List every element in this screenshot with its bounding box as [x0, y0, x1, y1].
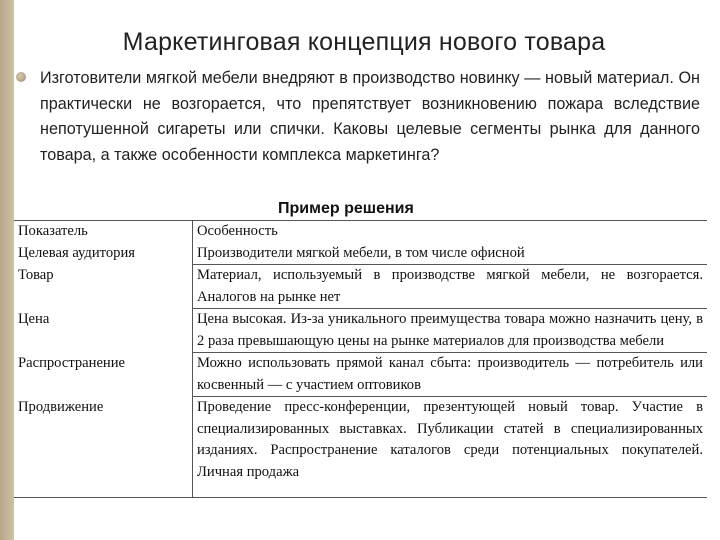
table-row: [14, 265, 707, 309]
row-label: Цена: [14, 309, 193, 353]
decorative-sidebar: [0, 0, 14, 540]
bullet-icon: [16, 72, 26, 82]
table-row: [14, 243, 707, 265]
table-row: [14, 309, 707, 353]
solution-table: [14, 220, 707, 498]
row-label: Продвижение: [14, 397, 193, 498]
row-value: Проведение пресс-конференции, презентующей новый товар. Участие в специализированных выставках. Публикации статей в специализированных изданиях. Распространение каталогов среди потенциальных покупателей. Личная продажа: [193, 397, 708, 498]
slide-title: Маркетинговая концепция нового товара: [122, 28, 606, 56]
task-bullet: [40, 66, 700, 168]
task-text: Изготовители мягкой мебели внедряют в производство новинку — новый материал. Он практически не возгорается, что препятствует возникновению пожара вследствие непотушенной сигареты или спички. Каковы целевые сегменты рынка для данного товара, а также особенности комплекса маркетинга?: [40, 69, 700, 164]
row-value: Материал, используемый в производстве мягкой мебели, не возгорается. Аналогов на рынке нет: [193, 265, 708, 309]
table-row: [14, 353, 707, 397]
row-value: Цена высокая. Из-за уникального преимущества товара можно назначить цену, в 2 раза превышающую цены на рынке материалов для производства мебели: [193, 309, 708, 353]
row-value: Производители мягкой мебели, в том числе офисной: [193, 243, 708, 265]
row-value: Можно использовать прямой канал сбыта: производитель — потребитель или косвенный — с участием оптовиков: [193, 353, 708, 397]
table-header-row: [14, 221, 707, 243]
example-label: Пример решения: [278, 200, 414, 217]
header-cell-feature: Особенность: [193, 221, 708, 243]
table-row: [14, 397, 707, 498]
header-cell-indicator: Показатель: [14, 221, 193, 243]
row-label: Распространение: [14, 353, 193, 397]
row-label: Целевая аудитория: [14, 243, 193, 265]
row-label: Товар: [14, 265, 193, 309]
